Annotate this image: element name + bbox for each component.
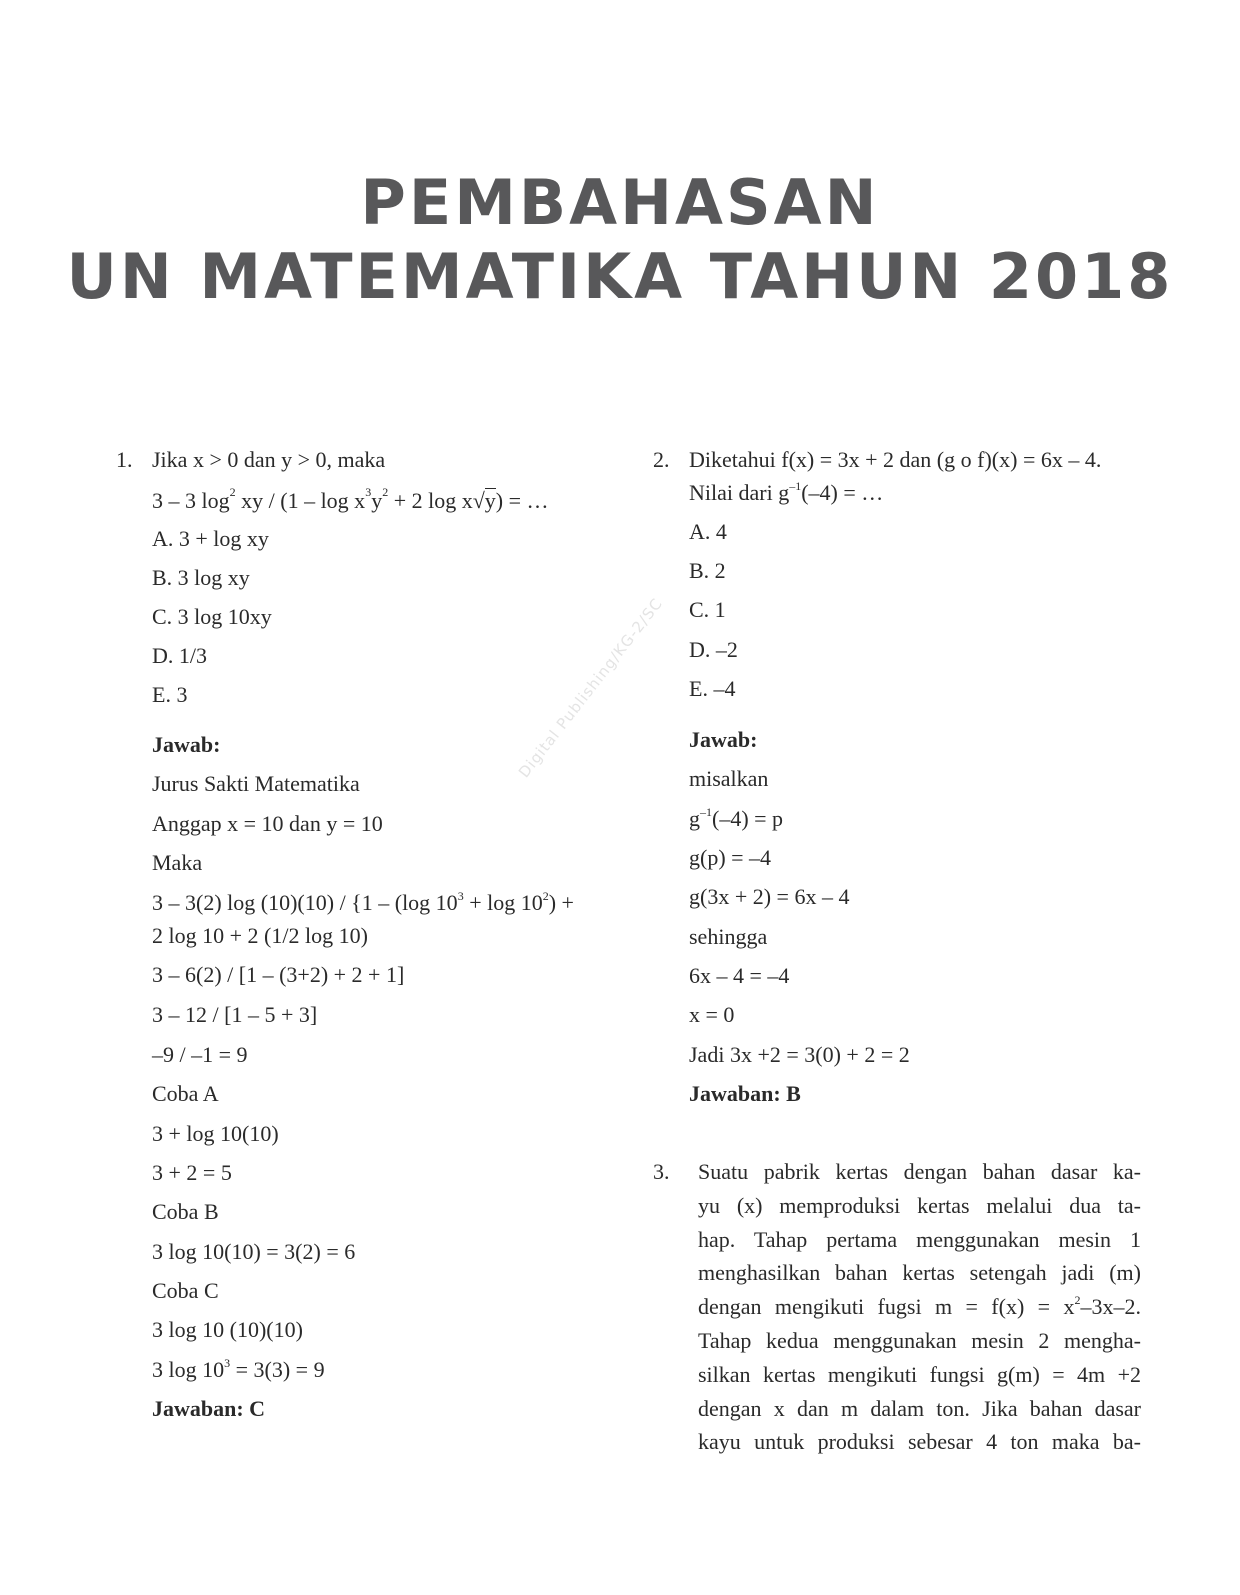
q1-step: Maka bbox=[152, 850, 203, 875]
q3-text-line: Tahap kedua menggunakan mesin 2 mengha- bbox=[698, 1328, 1141, 1353]
q2-option-b: B. 2 bbox=[689, 558, 726, 583]
q1-option-b: B. 3 log xy bbox=[152, 565, 250, 590]
q3-text-line: silkan kertas mengikuti fungsi g(m) = 4m +2 bbox=[698, 1362, 1141, 1387]
q3-text-line: yu (x) memproduksi kertas melalui dua ta- bbox=[698, 1193, 1141, 1218]
q1-step: 3 + 2 = 5 bbox=[152, 1160, 232, 1185]
q2-jawab-label: Jawab: bbox=[689, 727, 758, 752]
q1-answer: Jawaban: C bbox=[152, 1396, 266, 1421]
q2-option-c: C. 1 bbox=[689, 597, 726, 622]
q1-step: 3 log 10 (10)(10) bbox=[152, 1317, 303, 1342]
q1-step: Anggap x = 10 dan y = 10 bbox=[152, 811, 383, 836]
q2-step: misalkan bbox=[689, 766, 769, 791]
q1-number: 1. bbox=[116, 447, 133, 472]
q1-step: 3 – 6(2) / [1 – (3+2) + 2 + 1] bbox=[152, 962, 405, 987]
q1-step: 3 – 3(2) log (10)(10) / {1 – (log $10^3 + \log 10^2$) + bbox=[152, 889, 574, 915]
q1-step: 3 $\log 10^3 = 3(3) = 9$ bbox=[152, 1356, 325, 1382]
q1-step: 3 – 12 / [1 – 5 + 3] bbox=[152, 1002, 318, 1027]
q1-option-c: C. 3 log 10xy bbox=[152, 604, 272, 629]
q1-option-a: A. 3 + log xy bbox=[152, 526, 269, 551]
q2-option-d: D. –2 bbox=[689, 637, 738, 662]
q1-step: Coba B bbox=[152, 1199, 219, 1224]
q3-text-line: menghasilkan bahan kertas setengah jadi (m) bbox=[698, 1260, 1141, 1285]
q2-option-a: A. 4 bbox=[689, 519, 727, 544]
q3-number: 3. bbox=[653, 1159, 670, 1184]
page-title-line-2: UN MATEMATIKA TAHUN 2018 bbox=[66, 240, 1174, 313]
q2-step: $g^{-1}(-4) = p$ bbox=[689, 805, 784, 831]
q2-step: g(3x + 2) = 6x – 4 bbox=[689, 884, 850, 909]
q3-text-line: dengan x dan m dalam ton. Jika bahan dasar bbox=[698, 1396, 1141, 1421]
q3-text-line: dengan mengikuti fugsi $m = f(x) = x^2-3x-2$. bbox=[698, 1293, 1141, 1319]
q1-step: Coba A bbox=[152, 1081, 219, 1106]
q2-step: g(p) = –4 bbox=[689, 845, 772, 870]
q1-step: 3 + log 10(10) bbox=[152, 1121, 279, 1146]
q2-number: 2. bbox=[653, 447, 670, 472]
page-title-line-1: PEMBAHASAN bbox=[360, 166, 880, 239]
q2-step: sehingga bbox=[689, 924, 768, 949]
q2-question: Diketahui f(x) = 3x + 2 dan (g o f)(x) = 6x – 4. bbox=[689, 447, 1102, 472]
q2-answer: Jawaban: B bbox=[689, 1081, 801, 1106]
q2-step: Jadi 3x +2 = 3(0) + 2 = 2 bbox=[689, 1042, 910, 1067]
q3-text-line: kayu untuk produksi sebesar 4 ton maka ba- bbox=[698, 1429, 1141, 1454]
q1-option-d: D. 1/3 bbox=[152, 643, 207, 668]
q1-question: Jika x > 0 dan y > 0, maka bbox=[152, 447, 386, 472]
q1-step: 3 log 10(10) = 3(2) = 6 bbox=[152, 1239, 356, 1264]
q2-step: 6x – 4 = –4 bbox=[689, 963, 790, 988]
q3-text-line: hap. Tahap pertama menggunakan mesin 1 bbox=[698, 1227, 1141, 1252]
q2-question-line-2: Nilai dari $g^{-1}(-4)$ = … bbox=[689, 479, 884, 505]
q1-step: 2 log 10 + 2 (1/2 log 10) bbox=[152, 923, 368, 948]
q1-jawab-label: Jawab: bbox=[152, 732, 221, 757]
q1-step: –9 / –1 = 9 bbox=[152, 1042, 248, 1067]
q2-step: x = 0 bbox=[689, 1002, 735, 1027]
q1-option-e: E. 3 bbox=[152, 682, 188, 707]
watermark: Digital Publishing/KG-2/SC bbox=[515, 594, 667, 782]
q1-step: Jurus Sakti Matematika bbox=[152, 771, 360, 796]
q3-text-line: Suatu pabrik kertas dengan bahan dasar ka- bbox=[698, 1159, 1141, 1184]
q1-expression: 3 – 3 $\log^2$ xy / ($1 - \log x^3y^2 + 2$ log x√y) = … bbox=[152, 485, 549, 513]
q1-step: Coba C bbox=[152, 1278, 219, 1303]
q2-option-e: E. –4 bbox=[689, 676, 736, 701]
